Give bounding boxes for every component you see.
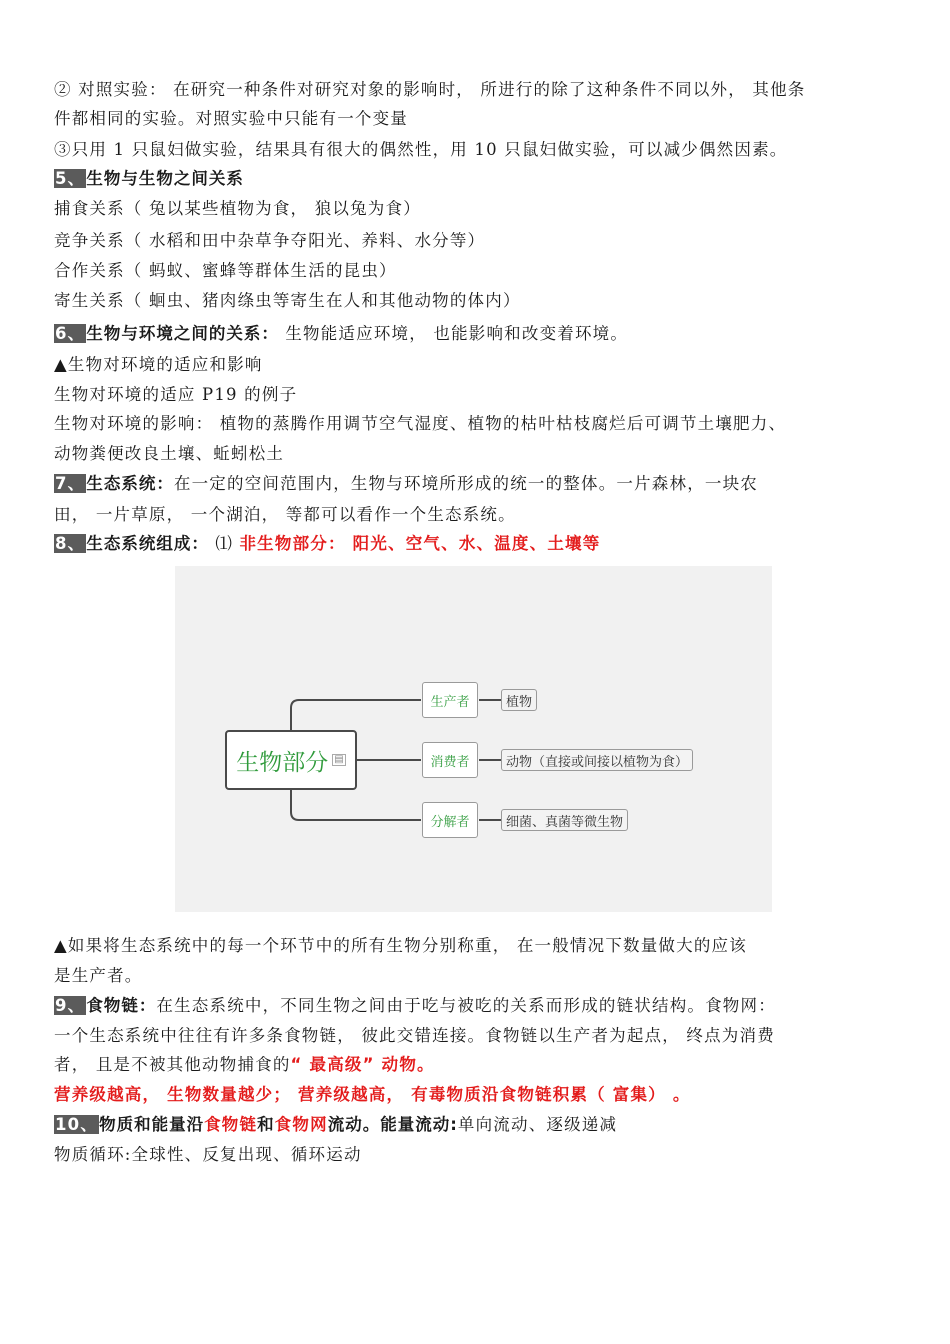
text-line: ③只用 1 只鼠妇做实验，结果具有很大的偶然性，用 10 只鼠妇做实验，可以减少偶然因素。 xyxy=(54,140,788,159)
branch-node-consumer: 消费者 xyxy=(422,742,478,778)
highlight-text: 非生物部分： 阳光、空气、水、温度、土壤等 xyxy=(239,534,601,553)
text-line: 生物对环境的影响： 植物的蒸腾作用调节空气湿度、植物的枯叶枯枝腐烂后可调节土壤肥力、 xyxy=(54,414,787,433)
text-line: 物质循环:全球性、反复出现、循环运动 xyxy=(54,1145,362,1164)
text-line: ▲如果将生态系统中的每一个环节中的所有生物分别称重， 在一般情况下数量做大的应该 xyxy=(54,936,747,955)
section-8-heading xyxy=(54,534,600,554)
note-icon: ▤ xyxy=(334,754,344,765)
text-line: 合作关系（ 蚂蚁、蜜蜂等群体生活的昆虫） xyxy=(54,261,397,280)
highlight-line: 营养级越高， 生物数量越少； 营养级越高， 有毒物质沿食物链积累（ 富集） 。 xyxy=(54,1085,691,1104)
text-line: 田， 一片草原， 一个湖泊， 等都可以看作一个生态系统。 xyxy=(54,505,516,524)
section-text: 在一定的空间范围内，生物与环境所形成的统一的整体。一片森林，一块农 xyxy=(173,474,758,493)
text-line: 是生产者。 xyxy=(54,966,143,985)
list-marker: ⑴ xyxy=(208,534,240,553)
section-number: 9、 xyxy=(55,996,86,1015)
section-number: 10、 xyxy=(55,1115,99,1134)
section-5-heading xyxy=(54,169,244,189)
text-line: ② 对照实验： 在研究一种条件对研究对象的影响时， 所进行的除了这种条件不同以外， 其他条 xyxy=(54,80,806,99)
text-line: 一个生态系统中往往有许多条食物链， 彼此交错连接。食物链以生产者为起点， 终点为消费 xyxy=(54,1026,775,1045)
section-title: 生物与生物之间关系 xyxy=(86,169,244,188)
branch-node-decomposer: 分解者 xyxy=(422,802,478,838)
text-line: 寄生关系（ 蛔虫、猪肉绦虫等寄生在人和其他动物的体内） xyxy=(54,291,521,310)
section-title: 生物与环境之间的关系： xyxy=(86,324,279,343)
section-7-heading xyxy=(54,474,758,494)
section-number: 6、 xyxy=(55,324,86,343)
mind-map-diagram xyxy=(175,566,772,912)
section-title: 生态系统： xyxy=(86,474,174,493)
section-title: 生态系统组成： xyxy=(86,534,209,553)
root-label: 生物部分 xyxy=(236,749,329,776)
text-line: 动物粪便改良土壤、蚯蚓松土 xyxy=(54,444,285,463)
text-line: 捕食关系（ 兔以某些植物为食， 狼以兔为食） xyxy=(54,199,421,218)
section-number: 8、 xyxy=(55,534,86,553)
text-line: 生物对环境的适应 P19 的例子 xyxy=(54,385,298,404)
section-number: 5、 xyxy=(55,169,86,188)
section-text: 在生态系统中，不同生物之间由于吃与被吃的关系而形成的链状结构。食物网： xyxy=(156,996,776,1015)
root-node xyxy=(225,730,357,790)
leaf-node: 细菌、真菌等微生物 xyxy=(501,809,628,831)
leaf-node: 动物（直接或间接以植物为食） xyxy=(501,749,693,771)
section-text: 生物能适应环境， 也能影响和改变着环境。 xyxy=(278,324,629,343)
highlight-text: “ 最高级” 动物。 xyxy=(290,1055,435,1074)
text-line: 竞争关系（ 水稻和田中杂草争夺阳光、养料、水分等） xyxy=(54,231,486,250)
section-9-heading xyxy=(54,996,776,1016)
section-number: 7、 xyxy=(55,474,86,493)
text-line: 者， 且是不被其他动物捕食的“ 最高级” 动物。 xyxy=(54,1055,435,1074)
section-title: 食物链： xyxy=(86,996,157,1015)
section-6-heading xyxy=(54,324,628,344)
section-10-heading: 10、物质和能量沿食物链和食物网流动。能量流动:单向流动、逐级递减 xyxy=(55,1115,618,1134)
text-line: 件都相同的实验。对照实验中只能有一个变量 xyxy=(54,109,408,128)
branch-node-producer: 生产者 xyxy=(422,682,478,718)
text-line: ▲生物对环境的适应和影响 xyxy=(54,355,263,374)
leaf-node: 植物 xyxy=(501,689,537,711)
